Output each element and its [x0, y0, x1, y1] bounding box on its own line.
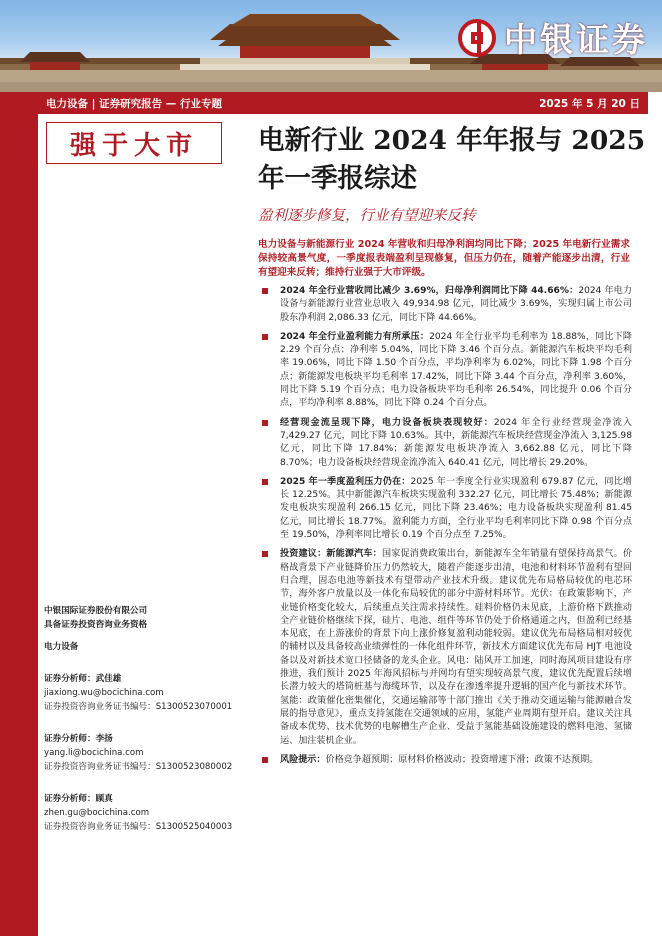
- analyst-cert: 证券投资咨询业务证书编号：S1300523070001: [44, 702, 233, 712]
- bullet-lead: 经营现金流呈现下降，电力设备板块表现较好：: [280, 417, 494, 428]
- analyst-name: 证券分析师：武佳雄: [44, 674, 122, 684]
- bullet-body: 2024 年全行业平均毛利率为 18.88%，同比下降 2.29 个百分点；净利率 5.04%，同比下降 3.46 个百分点。新能源汽车板块平均毛利率 19.06%，同比下降 1.50 个百分点，平均净利率为 6.02%，同比下降 1.98 个百分点；新能源发电板块平均毛利率 17.42%，同比下降 3.44 个百分点，净利率 3.60%，同比下降 5.19 个百分点；电力设备板块平均毛利率 26.54%，同比提升 0.06 个百分点，平均净利率 8.88%，同比下降 0.24 个百分点。: [280, 331, 632, 409]
- list-item: [262, 285, 632, 325]
- bullet-lead: 2025 年一季度盈利压力仍在：: [280, 476, 411, 487]
- bullet-lead: 2024 年全行业盈利能力有所承压：: [280, 331, 430, 342]
- summary-paragraph: 电力设备与新能源行业 2024 年营收和归母净利润均同比下降；2025 年电新行业需求保持较高景气度，一季度报表端盈利呈现修复，但压力仍在，随着产能逐步出清，行业有望迎来反转；维持行业强于大市评级。: [258, 239, 630, 278]
- analyst-info: [44, 604, 244, 834]
- report-subtitle: 盈利逐步修复，行业有望迎来反转: [258, 208, 476, 224]
- company-name: 中银国际证券股份有限公司: [44, 606, 148, 616]
- analyst-cert: 证券投资咨询业务证书编号：S1300523080002: [44, 762, 233, 772]
- bullet-icon: [262, 420, 268, 426]
- rating-tag-text: 强于大市: [69, 130, 198, 161]
- bullet-icon: [262, 551, 268, 557]
- qualification: 具备证券投资咨询业务资格: [44, 620, 148, 630]
- bullet-body: 国家促消费政策出台，新能源车全年销量有望保持高景气。价格战背景下产业链降价压力仍然较大，随着产能逐步出清，电池和材料环节盈利有望回归合理，固态电池等新技术有望带动产业技术升级。建议优先布局格局较优的电芯环节，海外客户放量以及一体化布局较优的部分中游材料环节。光伏：在政策影响下，产业链价格变化较大，后续重点关注需求持续性。硅料价格仍未见底，上游价格下跌推动全产业链价格继续下探，硅片、电池、组件等环节仍处于价格通道之内，但盈利已经基本见底，在上游涨价的背景下向上涨价修复盈利动能较弱。建议优先布局格局相对较优的辅材以及具备较高业绩弹性的一体化组件环节，新技术方面建议优先布局 HJT 电池设备以及对新技术宽口径储备的龙头企业。风电：陆风开工加速，同时海风项目建设有序推进，我们预计 2025 年海风招标与并网均有望实现较高景气度，建议优先配置后续增长潜力较大的塔筒桩基与海缆环节，以及存在渗透率提升逻辑的国产化与新技术环节。氢能：政策催化密集催化，交通运输部等十部门推出《关于推动交通运输与能源融合发展的指导意见》，重点支持氢能在交通领域的应用，氢能产业周期有望开启。建议关注具备成本优势、技术优势的电解槽生产企业、受益于氢能基础设施建设的燃料电池、氢储运、加注装机企业。: [280, 549, 632, 746]
- bullet-lead: 投资建议：新能源汽车：: [280, 549, 382, 560]
- bullet-lead: 风险提示：: [280, 754, 326, 765]
- bullet-body: 2024 年电力设备与新能源行业营业总收入 49,934.98 亿元，同比减少 3.69%，实现归属上市公司股东净利润 2,086.33 亿元，同比下降 44.66%。: [280, 286, 632, 323]
- report-title: 电新行业 2024 年年报与 2025 年一季报综述: [258, 125, 646, 194]
- analyst-name: 证券分析师：李扬: [44, 734, 113, 744]
- list-item: [262, 417, 632, 470]
- analyst-name: 证券分析师：顾真: [44, 794, 113, 804]
- report-header-bar: [38, 92, 648, 114]
- analyst-email[interactable]: zhen.gu@bocichina.com: [44, 808, 150, 818]
- bullet-icon: [262, 288, 268, 294]
- list-item: [262, 331, 632, 411]
- bullet-lead: 2024 年全行业营收同比减少 3.69%，归母净利润同比下降 44.66%：: [280, 286, 579, 296]
- rating-tag: [46, 122, 222, 164]
- analyst-cert: 证券投资咨询业务证书编号：S1300525040003: [44, 822, 233, 832]
- analyst-email[interactable]: jiaxiong.wu@bocichina.com: [44, 688, 164, 698]
- report-date: 2025 年 5 月 20 日: [539, 97, 640, 110]
- list-item: [262, 754, 632, 767]
- list-item: [262, 548, 632, 747]
- brand-logo: [458, 14, 648, 61]
- list-item: [262, 476, 632, 542]
- bank-of-china-logo-icon: [458, 19, 496, 57]
- analyst-email[interactable]: yang.li@bocichina.com: [44, 748, 144, 758]
- left-red-strip: [0, 92, 38, 936]
- header-banner: [0, 0, 662, 92]
- bullet-body: 2025 年一季度全行业实现盈利 679.87 亿元，同比增长 12.25%。其中新能源汽车板块实现盈利 332.27 亿元，同比增长 75.48%；新能源发电板块实现盈利 266.15 亿元，同比下降 23.46%；电力设备板块实现盈利 81.45 亿元，同比增长 18.77%。盈利能力方面，全行业平均毛利率同比下降 0.98 个百分点至 19.50%，净利率同比增长 0.19 个百分点至 7.25%。: [280, 476, 632, 541]
- sector-label: 电力设备: [44, 642, 79, 652]
- bullet-icon: [262, 334, 268, 340]
- brand-name: 中银证券: [504, 20, 648, 59]
- bullet-icon: [262, 479, 268, 485]
- bullet-body: 价格竞争超预期；原材料价格波动；投资增速下滑；政策不达预期。: [325, 754, 599, 765]
- bullet-icon: [262, 757, 268, 763]
- bullet-body: 2024 年全行业经营现金净流入 7,429.27 亿元，同比下降 10.63%。其中，新能源汽车板块经营现金净流入 3,125.98 亿元，同比下降 17.84%；新能源发电板块净流入 3,662.88 亿元，同比下降 8.70%；电力设备板块经营现金流净流入 640.41 亿元，同比增长 29.20%。: [280, 417, 632, 468]
- report-category: 电力设备 | 证券研究报告 — 行业专题: [46, 97, 222, 110]
- key-points-list: [262, 285, 632, 773]
